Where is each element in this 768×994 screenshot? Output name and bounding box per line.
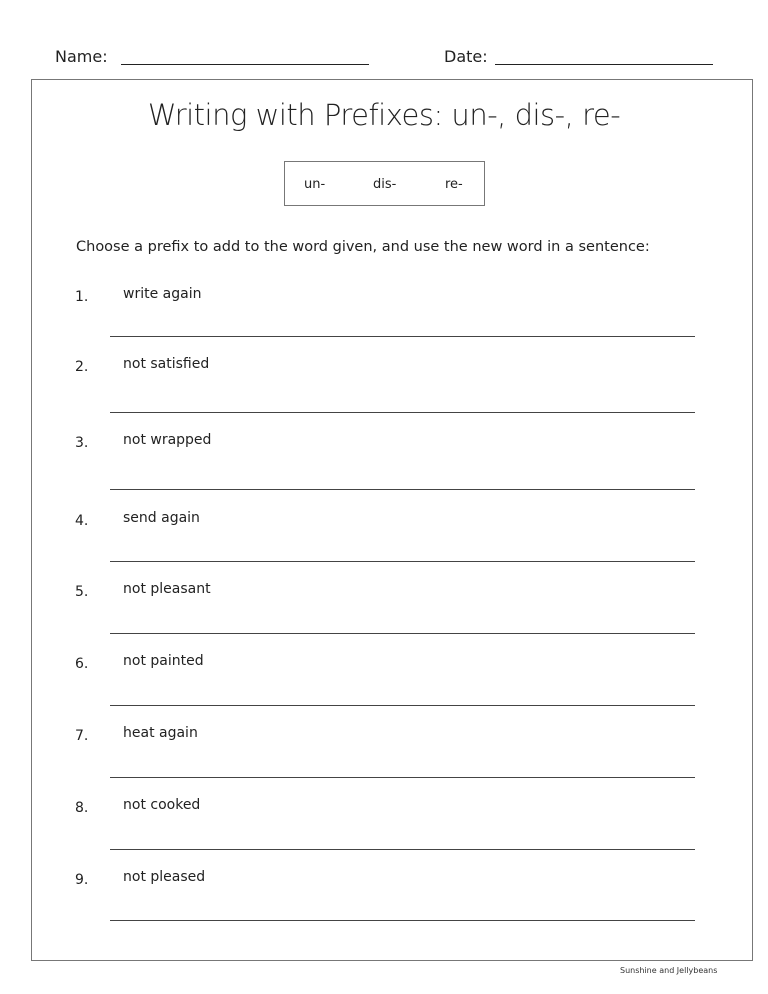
- item-number: 9.: [75, 872, 89, 888]
- item-word: not cooked: [123, 797, 201, 813]
- page-title: Writing with Prefixes: un-, dis-, re-: [147, 98, 621, 132]
- instructions: Choose a prefix to add to the word given, and use the new word in a sentence:: [76, 239, 650, 255]
- name-field[interactable]: [121, 64, 369, 65]
- prefix-box: [284, 161, 485, 206]
- date-label: Date:: [444, 47, 488, 66]
- prefix-re: re-: [445, 177, 463, 192]
- item-number: 1.: [75, 289, 89, 305]
- item-number: 7.: [75, 728, 89, 744]
- item-number: 3.: [75, 435, 89, 451]
- item-word: not painted: [123, 653, 204, 669]
- answer-line[interactable]: [110, 489, 695, 490]
- answer-line[interactable]: [110, 561, 695, 562]
- answer-line[interactable]: [110, 633, 695, 634]
- prefix-dis: dis-: [373, 177, 397, 192]
- item-word: not pleasant: [123, 581, 211, 597]
- answer-line[interactable]: [110, 336, 695, 337]
- answer-line[interactable]: [110, 849, 695, 850]
- item-number: 4.: [75, 513, 89, 529]
- date-field[interactable]: [495, 64, 713, 65]
- item-word: heat again: [123, 725, 198, 741]
- item-word: write again: [123, 286, 202, 302]
- item-word: not satisfied: [123, 356, 210, 372]
- answer-line[interactable]: [110, 412, 695, 413]
- item-number: 6.: [75, 656, 89, 672]
- footer-credit: Sunshine and Jellybeans: [620, 966, 718, 975]
- item-word: not pleased: [123, 869, 206, 885]
- answer-line[interactable]: [110, 920, 695, 921]
- answer-line[interactable]: [110, 777, 695, 778]
- item-number: 8.: [75, 800, 89, 816]
- item-number: 5.: [75, 584, 89, 600]
- name-label: Name:: [55, 47, 108, 66]
- item-word: not wrapped: [123, 432, 212, 448]
- answer-line[interactable]: [110, 705, 695, 706]
- item-number: 2.: [75, 359, 89, 375]
- prefix-un: un-: [304, 177, 326, 192]
- item-word: send again: [123, 510, 200, 526]
